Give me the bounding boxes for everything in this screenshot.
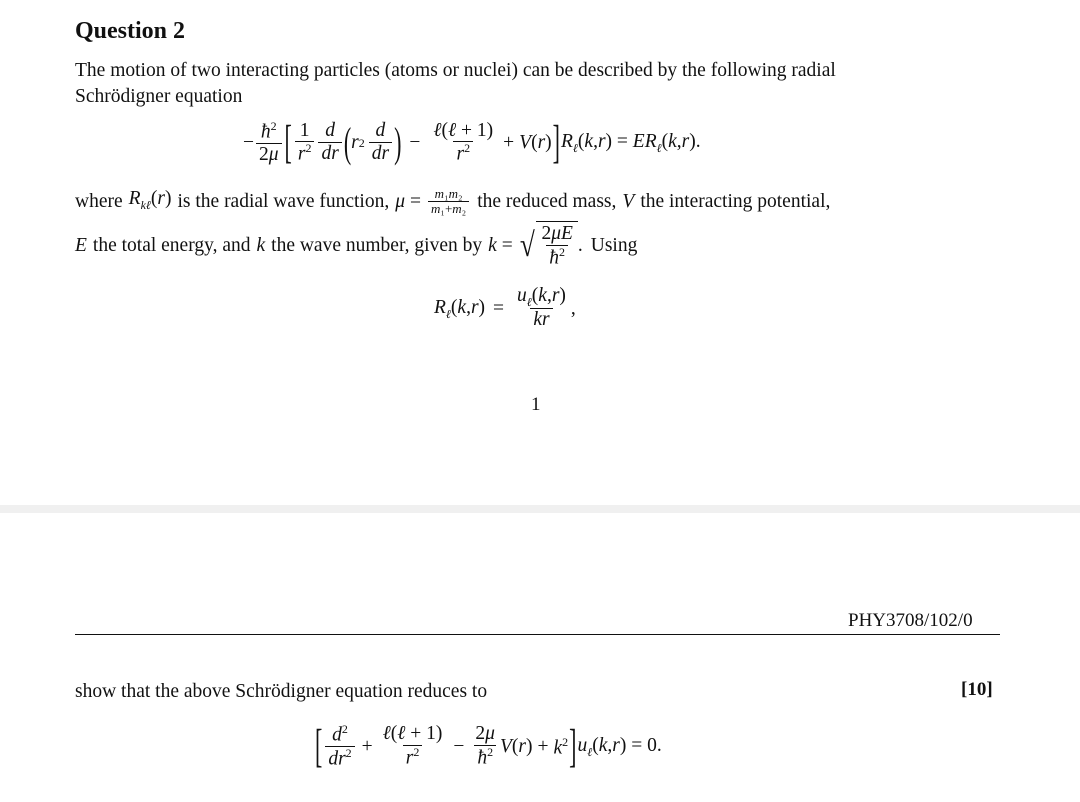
reduced-equation: [ $\frac{d^2}{dr^2}$ + $\frac{\text{ℓ(ℓ + 1)}}{r^2}$ − $\frac{2\mu}{ħ^2}$ V(r) + $k^2$ ] $u_\ell(k,r) = 0$. — [315, 719, 662, 773]
course-code: PHY3708/102/0 — [848, 610, 973, 631]
using-text: Using — [590, 235, 638, 256]
show-text: show that the above Schrödigner equation reduces to — [75, 681, 488, 702]
intro-line-2: Schrödigner equation — [75, 86, 243, 107]
question-title: Question 2 — [75, 18, 186, 44]
intro-line-1: The motion of two interacting particles (atoms or nuclei) can be described by the following radial — [75, 60, 836, 81]
header-rule — [75, 634, 1000, 635]
where-text-b: is the radial wave function, — [177, 190, 390, 212]
page-number: 1 — [531, 394, 541, 415]
energy-text-b: the wave number, given by — [271, 235, 483, 256]
radial-equation: − $\frac{ħ^2}{2\mu}$ [ $\frac{1}{r^2}$ $\frac{d}{dr}$ ( r 2 $\frac{d}{dr}$ ) − $\frac{\text{ℓ(ℓ + 1)}}{r^2}$ + V(r) ] $R_\ell(k,r) = ER_\ell(k,r)$. — [243, 115, 701, 169]
page-2 — [0, 513, 1080, 802]
where-text-a: where — [75, 190, 123, 212]
energy-text-a: the total energy, and — [92, 235, 251, 256]
substitution-equation: $R_\ell(k,r)$ = $\frac{u_\ell(k,r)}{kr}$ , — [434, 285, 576, 331]
where-text-c: the reduced mass, — [477, 190, 617, 212]
page-gap — [0, 505, 1080, 513]
marks-badge: [10] — [961, 679, 993, 700]
where-text-d: the interacting potential, — [640, 190, 831, 212]
where-line: where $R_{k\ell}(r)$ is the radial wave function, μ = $\frac{\text{m₁m₂}}{\text{m₁+m₂}}$ the reduced mass, V the interacting potential, — [75, 186, 831, 216]
energy-line: E the total energy, and k the wave number, given by k = √ $\frac{2\mu E}{ħ^2}$ . Using — [75, 218, 637, 274]
